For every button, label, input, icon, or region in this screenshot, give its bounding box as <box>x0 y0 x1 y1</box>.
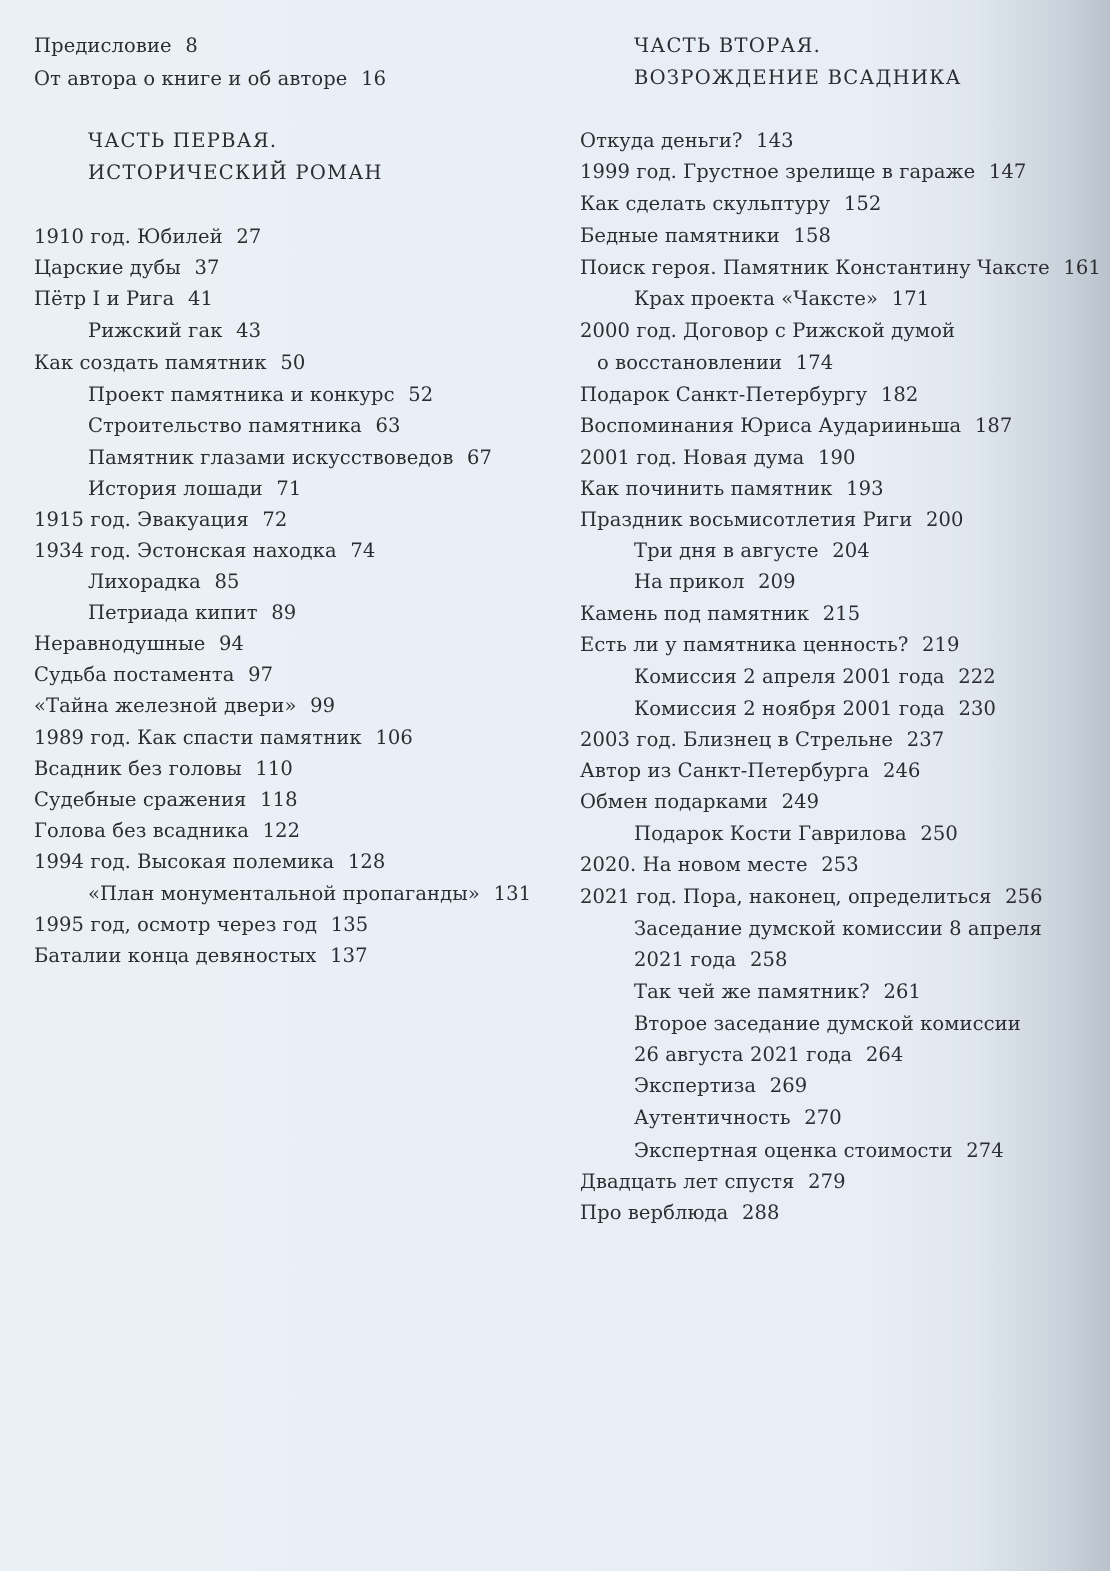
toc-entry: 1989 год. Как спасти памятник 106 <box>34 726 413 749</box>
toc-entry: 1910 год. Юбилей 27 <box>34 225 262 248</box>
part-one-heading: ЧАСТЬ ПЕРВАЯ. <box>88 129 278 152</box>
toc-entry: 1934 год. Эстонская находка 74 <box>34 539 376 562</box>
toc-entry: Автор из Санкт-Петербурга 246 <box>580 759 921 782</box>
toc-entry: Как сделать скульптуру 152 <box>580 192 882 215</box>
toc-entry: 2000 год. Договор с Рижской думой <box>580 319 956 342</box>
part-two-heading: ЧАСТЬ ВТОРАЯ. <box>634 34 822 57</box>
toc-entry: 1994 год. Высокая полемика 128 <box>34 850 386 873</box>
toc-entry: «Тайна железной двери» 99 <box>34 694 336 717</box>
toc-entry: 2021 год. Пора, наконец, определиться 256 <box>580 885 1043 908</box>
toc-entry: Предисловие 8 <box>34 34 198 57</box>
toc-subentry: Памятник глазами искусствоведов 67 <box>88 446 493 469</box>
toc-subentry: Комиссия 2 апреля 2001 года 222 <box>634 665 996 688</box>
toc-entry: 1915 год. Эвакуация 72 <box>34 508 288 531</box>
part-two-subheading: ВОЗРОЖДЕНИЕ ВСАДНИКА <box>634 66 962 89</box>
toc-subentry: Рижский гак 43 <box>88 319 262 342</box>
toc-entry: Поиск героя. Памятник Константину Чаксте 161 <box>580 256 1101 279</box>
toc-entry: Праздник восьмисотлетия Риги 200 <box>580 508 964 531</box>
toc-entry: Баталии конца девяностых 137 <box>34 944 368 967</box>
toc-entry: Про верблюда 288 <box>580 1201 780 1224</box>
toc-subentry: Экспертиза 269 <box>634 1074 808 1097</box>
toc-entry: Судебные сражения 118 <box>34 788 298 811</box>
toc-entry: Обмен подарками 249 <box>580 790 820 813</box>
toc-entry: 1995 год, осмотр через год 135 <box>34 913 369 936</box>
toc-subentry: Проект памятника и конкурс 52 <box>88 383 434 406</box>
toc-entry: Подарок Санкт-Петербургу 182 <box>580 383 919 406</box>
toc-subentry: Комиссия 2 ноября 2001 года 230 <box>634 697 996 720</box>
toc-entry-continuation: о восстановлении 174 <box>597 351 834 374</box>
toc-subentry-continuation: 26 августа 2021 года 264 <box>634 1043 904 1066</box>
toc-entry: 2003 год. Близнец в Стрельне 237 <box>580 728 945 751</box>
toc-entry: Воспоминания Юриса Аударииньша 187 <box>580 414 1013 437</box>
toc-entry: Как починить памятник 193 <box>580 477 884 500</box>
toc-entry: Бедные памятники 158 <box>580 224 831 247</box>
toc-entry: Двадцать лет спустя 279 <box>580 1170 846 1193</box>
toc-entry: Есть ли у памятника ценность? 219 <box>580 633 960 656</box>
toc-entry: Пётр I и Рига 41 <box>34 287 214 310</box>
toc-subentry: Заседание думской комиссии 8 апреля <box>634 917 1042 940</box>
toc-entry: 2001 год. Новая дума 190 <box>580 446 856 469</box>
toc-entry: Как создать памятник 50 <box>34 351 306 374</box>
toc-entry: Камень под памятник 215 <box>580 602 861 625</box>
toc-subentry: Лихорадка 85 <box>88 570 240 593</box>
toc-subentry: Крах проекта «Чаксте» 171 <box>634 287 930 310</box>
toc-entry: Всадник без головы 110 <box>34 757 293 780</box>
toc-entry: 2020. На новом месте 253 <box>580 853 859 876</box>
toc-subentry: Строительство памятника 63 <box>88 414 401 437</box>
toc-subentry: Петриада кипит 89 <box>88 601 297 624</box>
toc-subentry: Аутентичность 270 <box>634 1106 842 1129</box>
toc-entry: Судьба постамента 97 <box>34 663 274 686</box>
toc-subentry: Три дня в августе 204 <box>634 539 870 562</box>
toc-subentry: Так чей же памятник? 261 <box>634 980 922 1003</box>
toc-subentry: На прикол 209 <box>634 570 796 593</box>
toc-entry: Откуда деньги? 143 <box>580 129 794 152</box>
part-one-subheading: ИСТОРИЧЕСКИЙ РОМАН <box>88 161 383 184</box>
toc-entry: 1999 год. Грустное зрелище в гараже 147 <box>580 160 1027 183</box>
toc-entry: Голова без всадника 122 <box>34 819 301 842</box>
toc-entry: Царские дубы 37 <box>34 256 220 279</box>
toc-subentry: «План монументальной пропаганды» 131 <box>88 882 532 905</box>
toc-entry: От автора о книге и об авторе 16 <box>34 67 387 90</box>
toc-entry: Неравнодушные 94 <box>34 632 244 655</box>
toc-subentry: Экспертная оценка стоимости 274 <box>634 1139 1004 1162</box>
toc-subentry: Подарок Кости Гаврилова 250 <box>634 822 958 845</box>
toc-subentry: Второе заседание думской комиссии <box>634 1012 1021 1035</box>
toc-subentry: История лошади 71 <box>88 477 302 500</box>
toc-subentry-continuation: 2021 года 258 <box>634 948 788 971</box>
